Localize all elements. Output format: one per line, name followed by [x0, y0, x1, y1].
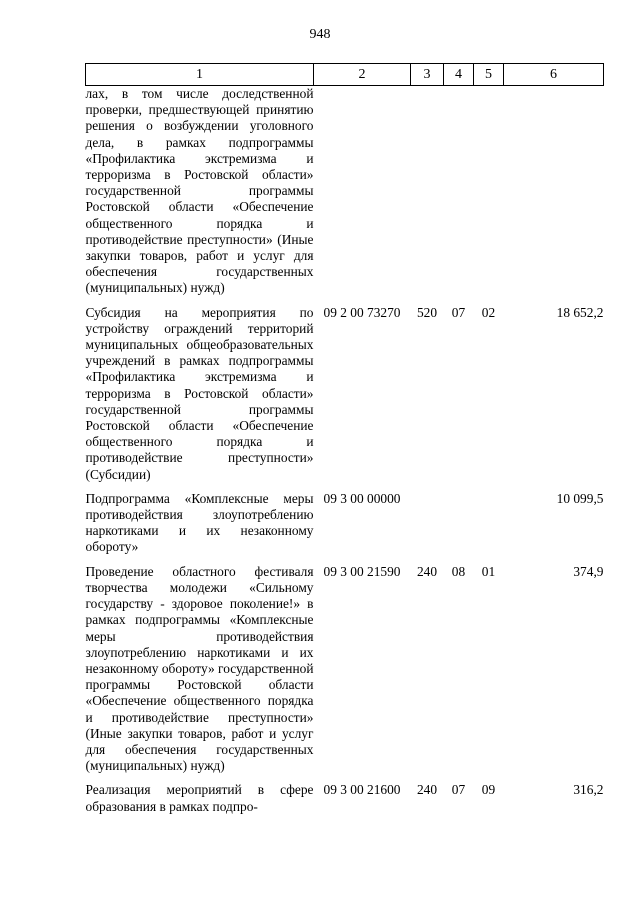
table-row — [86, 86, 604, 297]
page-number: 948 — [309, 27, 331, 42]
row-amount: 18 652,2 — [556, 304, 604, 320]
row-target-code: 09 2 00 73270 — [323, 304, 401, 320]
column-header-4: 4 — [444, 64, 474, 86]
column-header-2: 2 — [314, 64, 411, 86]
row-expense-type: 240 — [416, 563, 438, 579]
row-expense-type — [411, 86, 444, 297]
table-row — [86, 297, 604, 483]
row-expense-type: 240 — [416, 782, 438, 798]
row-description: Реализация мероприятий в сфере образования в рамках подпро- — [85, 782, 314, 814]
row-section — [444, 483, 474, 556]
table-row — [86, 483, 604, 556]
column-header-5: 5 — [474, 64, 504, 86]
row-description: Проведение областного фестиваля творчества молодежи «Сильному государству - здоровое поколение!» в рамках подпрограммы «Комплексные меры противодействия злоупотреблению наркотиками и их незаконному обороту» государственной программы Ростовской области «Обеспечение общественного порядка и противодействие преступности» (Иные закупки товаров, работ и услуг для обеспечения государственных (муниципальных) нужд) — [85, 563, 314, 774]
row-description: лах, в том числе доследственной проверки, предшествующей принятию решения о возбуждении уголовного дела, в рамках подпрограммы «Профилактика экстремизма и терроризма в Ростовской области» государственной программы Ростовской области «Обеспечение общественного порядка и противодействие преступности» (Иные закупки товаров, работ и услуг для обеспечения государственных (муниципальных) нужд) — [85, 86, 314, 296]
row-section — [444, 86, 474, 297]
row-amount: 316,2 — [573, 782, 604, 798]
row-target-code: 09 3 00 21600 — [323, 782, 401, 798]
header-row — [86, 64, 604, 86]
row-section: 07 — [451, 782, 466, 798]
row-amount: 10 099,5 — [556, 490, 604, 506]
column-header-1: 1 — [86, 64, 314, 86]
row-section: 07 — [451, 304, 466, 320]
row-amount — [504, 86, 604, 297]
row-expense-type: 520 — [416, 304, 438, 320]
row-subsection — [474, 483, 504, 556]
row-description: Субсидия на мероприятия по устройству ограждений территорий муниципальных общеобразовательных учреждений в рамках подпрограммы «Профилактика экстремизма и терроризма в Ростовской области» государственной программы Ростовской области «Обеспечение общественного порядка и противодействие преступности» (Субсидии) — [85, 304, 314, 482]
row-target-code: 09 3 00 21590 — [323, 563, 401, 579]
row-description: Подпрограмма «Комплексные меры противодействия злоупотреблению наркотиками и их незаконному обороту» — [85, 490, 314, 555]
row-target-code — [314, 86, 411, 297]
row-subsection: 02 — [481, 304, 496, 320]
column-header-6: 6 — [504, 64, 604, 86]
column-header-3: 3 — [411, 64, 444, 86]
row-subsection — [474, 86, 504, 297]
table-row — [86, 556, 604, 775]
row-section: 08 — [451, 563, 466, 579]
budget-table — [85, 63, 604, 815]
row-target-code: 09 3 00 00000 — [323, 490, 401, 506]
row-expense-type — [411, 483, 444, 556]
row-amount: 374,9 — [573, 563, 604, 579]
row-subsection: 01 — [481, 563, 496, 579]
row-subsection: 09 — [481, 782, 496, 798]
table-row — [86, 774, 604, 814]
